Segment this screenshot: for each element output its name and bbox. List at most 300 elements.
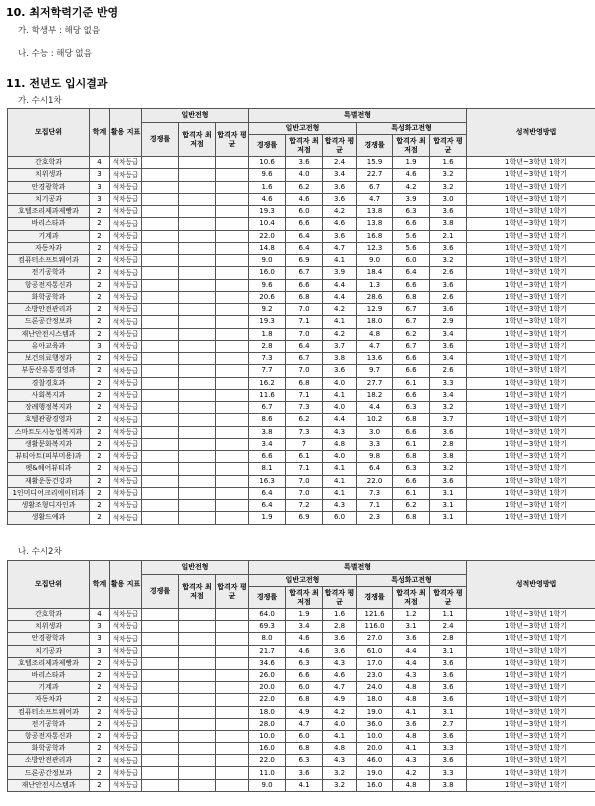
- header-shs-competition: 경쟁률: [357, 135, 393, 157]
- ghs-avg-cell: 4.4: [323, 291, 357, 303]
- header-general-min: 합격자 최저점: [179, 123, 216, 157]
- ghs-competition-cell: 10.4: [249, 218, 286, 230]
- shs-min-cell: 6.3: [393, 402, 430, 414]
- shs-avg-cell: 2.6: [430, 267, 467, 279]
- method-cell: 1학년~3학년 1학기: [467, 475, 595, 487]
- shs-avg-cell: 2.8: [430, 438, 467, 450]
- quota-cell: 2: [90, 487, 110, 499]
- general-competition-cell: [142, 730, 179, 742]
- shs-min-cell: 4.8: [393, 694, 430, 706]
- general-min-cell: [179, 193, 216, 205]
- ghs-avg-cell: 3.6: [323, 365, 357, 377]
- ghs-competition-cell: 20.0: [249, 682, 286, 694]
- ghs-avg-cell: 2.8: [323, 621, 357, 633]
- dept-cell: 치위생과: [8, 621, 90, 633]
- shs-min-cell: 4.2: [393, 181, 430, 193]
- ghs-avg-cell: 4.1: [323, 730, 357, 742]
- table-row: [8, 438, 595, 450]
- ghs-min-cell: 7.0: [286, 475, 323, 487]
- ghs-min-cell: 7.0: [286, 328, 323, 340]
- ghs-competition-cell: 28.0: [249, 718, 286, 730]
- table-row: [8, 730, 595, 742]
- metric-cell: 석차등급: [110, 657, 142, 669]
- general-avg-cell: [216, 743, 249, 755]
- metric-cell: 석차등급: [110, 267, 142, 279]
- shs-avg-cell: 2.8: [430, 633, 467, 645]
- shs-avg-cell: 3.6: [430, 475, 467, 487]
- method-cell: 1학년~3학년 1학기: [467, 206, 595, 218]
- header-ghs-avg: 합격자 평균: [323, 587, 357, 609]
- section-10-title: 10. 최저학력기준 반영: [6, 6, 119, 19]
- dept-cell: 드론공간정보과: [8, 316, 90, 328]
- ghs-avg-cell: 3.2: [323, 767, 357, 779]
- quota-cell: 4: [90, 609, 110, 621]
- general-avg-cell: [216, 389, 249, 401]
- table-row: [8, 779, 595, 791]
- shs-min-cell: 6.1: [393, 377, 430, 389]
- table-row: [8, 316, 595, 328]
- table-row: [8, 755, 595, 767]
- shs-min-cell: 6.6: [393, 389, 430, 401]
- ghs-competition-cell: 8.0: [249, 633, 286, 645]
- shs-min-cell: 4.4: [393, 645, 430, 657]
- shs-avg-cell: 3.3: [430, 767, 467, 779]
- header-general-avg: 합격자 평균: [216, 123, 249, 157]
- shs-competition-cell: 9.0: [357, 255, 393, 267]
- general-competition-cell: [142, 767, 179, 779]
- ghs-min-cell: 6.9: [286, 255, 323, 267]
- shs-avg-cell: 3.6: [430, 206, 467, 218]
- general-min-cell: [179, 657, 216, 669]
- table-row: [8, 657, 595, 669]
- ghs-min-cell: 6.7: [286, 353, 323, 365]
- ghs-avg-cell: 3.8: [323, 353, 357, 365]
- general-avg-cell: [216, 669, 249, 681]
- header-general-hs: 일반고전형: [249, 575, 357, 587]
- ghs-competition-cell: 8.1: [249, 463, 286, 475]
- table-row: [8, 206, 595, 218]
- method-cell: 1학년~3학년 1학기: [467, 365, 595, 377]
- table-row: [8, 694, 595, 706]
- ghs-min-cell: 7.1: [286, 463, 323, 475]
- general-min-cell: [179, 279, 216, 291]
- general-competition-cell: [142, 779, 179, 791]
- shs-competition-cell: 3.0: [357, 426, 393, 438]
- method-cell: 1학년~3학년 1학기: [467, 402, 595, 414]
- method-cell: 1학년~3학년 1학기: [467, 500, 595, 512]
- general-competition-cell: [142, 377, 179, 389]
- shs-avg-cell: 2.7: [430, 718, 467, 730]
- table-row: [8, 242, 595, 254]
- table-row: [8, 291, 595, 303]
- general-min-cell: [179, 487, 216, 499]
- general-avg-cell: [216, 682, 249, 694]
- results-table-round1: [7, 108, 595, 525]
- ghs-competition-cell: 10.0: [249, 730, 286, 742]
- ghs-avg-cell: 3.4: [323, 169, 357, 181]
- ghs-competition-cell: 16.2: [249, 377, 286, 389]
- shs-min-cell: 6.7: [393, 316, 430, 328]
- shs-avg-cell: 3.2: [430, 169, 467, 181]
- subsection-label-2: 나. 수시2차: [18, 547, 62, 557]
- ghs-min-cell: 6.2: [286, 414, 323, 426]
- metric-cell: 석차등급: [110, 718, 142, 730]
- table-row: [8, 487, 595, 499]
- ghs-competition-cell: 3.4: [249, 438, 286, 450]
- shs-avg-cell: 3.6: [430, 669, 467, 681]
- ghs-min-cell: 6.9: [286, 512, 323, 524]
- general-competition-cell: [142, 609, 179, 621]
- general-competition-cell: [142, 669, 179, 681]
- shs-competition-cell: 15.9: [357, 157, 393, 169]
- table-row: [8, 365, 595, 377]
- shs-avg-cell: 3.3: [430, 743, 467, 755]
- header-metric: 활용 지표: [110, 561, 142, 609]
- dept-cell: 컴퓨터소프트웨어과: [8, 255, 90, 267]
- ghs-avg-cell: 4.9: [323, 694, 357, 706]
- method-cell: 1학년~3학년 1학기: [467, 157, 595, 169]
- general-min-cell: [179, 718, 216, 730]
- ghs-min-cell: 6.4: [286, 242, 323, 254]
- ghs-competition-cell: 1.8: [249, 328, 286, 340]
- general-min-cell: [179, 512, 216, 524]
- general-min-cell: [179, 755, 216, 767]
- metric-cell: 석차등급: [110, 389, 142, 401]
- shs-avg-cell: 3.6: [430, 304, 467, 316]
- ghs-avg-cell: 4.3: [323, 657, 357, 669]
- method-cell: 1학년~3학년 1학기: [467, 487, 595, 499]
- ghs-min-cell: 4.1: [286, 779, 323, 791]
- ghs-avg-cell: 4.8: [323, 743, 357, 755]
- quota-cell: 2: [90, 743, 110, 755]
- general-min-cell: [179, 609, 216, 621]
- general-competition-cell: [142, 657, 179, 669]
- shs-competition-cell: 19.0: [357, 706, 393, 718]
- ghs-min-cell: 3.6: [286, 157, 323, 169]
- dept-cell: 화학공학과: [8, 743, 90, 755]
- metric-cell: 석차등급: [110, 316, 142, 328]
- shs-avg-cell: 3.1: [430, 487, 467, 499]
- general-competition-cell: [142, 451, 179, 463]
- general-competition-cell: [142, 157, 179, 169]
- shs-competition-cell: 24.0: [357, 682, 393, 694]
- shs-competition-cell: 12.9: [357, 304, 393, 316]
- general-competition-cell: [142, 645, 179, 657]
- shs-competition-cell: 22.7: [357, 169, 393, 181]
- shs-min-cell: 6.7: [393, 340, 430, 352]
- ghs-min-cell: 6.7: [286, 267, 323, 279]
- general-avg-cell: [216, 291, 249, 303]
- quota-cell: 2: [90, 682, 110, 694]
- metric-cell: 석차등급: [110, 779, 142, 791]
- general-min-cell: [179, 157, 216, 169]
- general-competition-cell: [142, 487, 179, 499]
- metric-cell: 석차등급: [110, 193, 142, 205]
- general-avg-cell: [216, 255, 249, 267]
- ghs-competition-cell: 9.0: [249, 255, 286, 267]
- general-avg-cell: [216, 157, 249, 169]
- ghs-competition-cell: 16.0: [249, 267, 286, 279]
- shs-min-cell: 6.0: [393, 255, 430, 267]
- ghs-avg-cell: 4.0: [323, 402, 357, 414]
- table-row: [8, 157, 595, 169]
- shs-competition-cell: 9.8: [357, 451, 393, 463]
- general-competition-cell: [142, 512, 179, 524]
- general-competition-cell: [142, 340, 179, 352]
- shs-avg-cell: 1.6: [430, 157, 467, 169]
- method-cell: 1학년~3학년 1학기: [467, 426, 595, 438]
- ghs-competition-cell: 6.7: [249, 402, 286, 414]
- general-avg-cell: [216, 718, 249, 730]
- dept-cell: 항공전자통신과: [8, 279, 90, 291]
- shs-competition-cell: 4.7: [357, 193, 393, 205]
- shs-competition-cell: 9.7: [357, 365, 393, 377]
- table-row: [8, 426, 595, 438]
- ghs-avg-cell: 3.6: [323, 181, 357, 193]
- shs-competition-cell: 19.0: [357, 767, 393, 779]
- quota-cell: 2: [90, 463, 110, 475]
- dept-cell: 장례행정복지과: [8, 402, 90, 414]
- general-avg-cell: [216, 609, 249, 621]
- general-min-cell: [179, 389, 216, 401]
- quota-cell: 2: [90, 328, 110, 340]
- quota-cell: 2: [90, 316, 110, 328]
- quota-cell: 2: [90, 451, 110, 463]
- ghs-min-cell: 7: [286, 438, 323, 450]
- general-avg-cell: [216, 242, 249, 254]
- ghs-competition-cell: 9.6: [249, 169, 286, 181]
- shs-min-cell: 3.6: [393, 633, 430, 645]
- shs-min-cell: 6.7: [393, 304, 430, 316]
- ghs-competition-cell: 8.6: [249, 414, 286, 426]
- general-competition-cell: [142, 255, 179, 267]
- general-min-cell: [179, 242, 216, 254]
- general-min-cell: [179, 621, 216, 633]
- shs-avg-cell: 3.8: [430, 779, 467, 791]
- table-row: [8, 718, 595, 730]
- general-min-cell: [179, 500, 216, 512]
- ghs-min-cell: 6.4: [286, 340, 323, 352]
- metric-cell: 석차등급: [110, 500, 142, 512]
- general-avg-cell: [216, 279, 249, 291]
- dept-cell: 재난안전시스템과: [8, 779, 90, 791]
- method-cell: 1학년~3학년 1학기: [467, 181, 595, 193]
- quota-cell: 4: [90, 157, 110, 169]
- general-competition-cell: [142, 206, 179, 218]
- dept-cell: 드론공간정보과: [8, 767, 90, 779]
- method-cell: 1학년~3학년 1학기: [467, 669, 595, 681]
- ghs-min-cell: 6.3: [286, 755, 323, 767]
- method-cell: 1학년~3학년 1학기: [467, 316, 595, 328]
- general-competition-cell: [142, 682, 179, 694]
- ghs-avg-cell: 4.4: [323, 414, 357, 426]
- quota-cell: 2: [90, 230, 110, 242]
- metric-cell: 석차등급: [110, 377, 142, 389]
- shs-competition-cell: 27.7: [357, 377, 393, 389]
- shs-avg-cell: 3.1: [430, 500, 467, 512]
- header-method: 성적반영방법: [467, 109, 595, 157]
- metric-cell: 석차등급: [110, 181, 142, 193]
- shs-competition-cell: 6.4: [357, 463, 393, 475]
- general-min-cell: [179, 255, 216, 267]
- method-cell: 1학년~3학년 1학기: [467, 451, 595, 463]
- header-shs-competition: 경쟁률: [357, 587, 393, 609]
- ghs-avg-cell: 3.6: [323, 645, 357, 657]
- ghs-avg-cell: 4.1: [323, 475, 357, 487]
- table-row: [8, 463, 595, 475]
- method-cell: 1학년~3학년 1학기: [467, 353, 595, 365]
- dept-cell: 안경광학과: [8, 181, 90, 193]
- shs-competition-cell: 18.0: [357, 316, 393, 328]
- dept-cell: 항공전자통신과: [8, 730, 90, 742]
- method-cell: 1학년~3학년 1학기: [467, 767, 595, 779]
- header-method: 성적반영방법: [467, 561, 595, 609]
- header-general-competition: 경쟁률: [142, 123, 179, 157]
- results-table-round2: [7, 560, 595, 792]
- general-min-cell: [179, 706, 216, 718]
- quota-cell: 2: [90, 218, 110, 230]
- shs-avg-cell: 3.6: [430, 730, 467, 742]
- dept-cell: 화학공학과: [8, 291, 90, 303]
- metric-cell: 석차등급: [110, 645, 142, 657]
- general-avg-cell: [216, 645, 249, 657]
- dept-cell: 스마트도시농업복지과: [8, 426, 90, 438]
- shs-competition-cell: 17.0: [357, 657, 393, 669]
- table-row: [8, 193, 595, 205]
- ghs-min-cell: 4.6: [286, 645, 323, 657]
- ghs-competition-cell: 22.0: [249, 755, 286, 767]
- header-general-min: 합격자 최저점: [179, 575, 216, 609]
- ghs-avg-cell: 4.1: [323, 255, 357, 267]
- shs-avg-cell: 3.2: [430, 463, 467, 475]
- shs-avg-cell: 3.4: [430, 328, 467, 340]
- general-competition-cell: [142, 402, 179, 414]
- quota-cell: 2: [90, 426, 110, 438]
- ghs-competition-cell: 64.0: [249, 609, 286, 621]
- shs-competition-cell: 46.0: [357, 755, 393, 767]
- ghs-min-cell: 6.0: [286, 206, 323, 218]
- metric-cell: 석차등급: [110, 304, 142, 316]
- general-avg-cell: [216, 706, 249, 718]
- general-competition-cell: [142, 621, 179, 633]
- table-row: [8, 767, 595, 779]
- dept-cell: 바리스타과: [8, 669, 90, 681]
- table-row: [8, 669, 595, 681]
- quota-cell: 2: [90, 353, 110, 365]
- ghs-avg-cell: 1.6: [323, 609, 357, 621]
- metric-cell: 석차등급: [110, 328, 142, 340]
- general-competition-cell: [142, 316, 179, 328]
- general-min-cell: [179, 426, 216, 438]
- general-avg-cell: [216, 621, 249, 633]
- general-avg-cell: [216, 730, 249, 742]
- ghs-competition-cell: 7.7: [249, 365, 286, 377]
- general-min-cell: [179, 230, 216, 242]
- general-min-cell: [179, 402, 216, 414]
- quota-cell: 3: [90, 193, 110, 205]
- general-min-cell: [179, 463, 216, 475]
- shs-avg-cell: 2.6: [430, 365, 467, 377]
- table-row: [8, 609, 595, 621]
- general-min-cell: [179, 377, 216, 389]
- dept-cell: 바리스타과: [8, 218, 90, 230]
- dept-cell: 뷰티아트(피부미용)과: [8, 451, 90, 463]
- method-cell: 1학년~3학년 1학기: [467, 743, 595, 755]
- method-cell: 1학년~3학년 1학기: [467, 340, 595, 352]
- metric-cell: 석차등급: [110, 291, 142, 303]
- quota-cell: 2: [90, 730, 110, 742]
- header-quota: 학계: [90, 561, 110, 609]
- general-min-cell: [179, 353, 216, 365]
- ghs-competition-cell: 16.3: [249, 475, 286, 487]
- metric-cell: 석차등급: [110, 242, 142, 254]
- general-avg-cell: [216, 767, 249, 779]
- ghs-avg-cell: 4.1: [323, 389, 357, 401]
- quota-cell: 3: [90, 621, 110, 633]
- shs-competition-cell: 121.6: [357, 609, 393, 621]
- shs-competition-cell: 12.3: [357, 242, 393, 254]
- header-general-competition: 경쟁률: [142, 575, 179, 609]
- shs-competition-cell: 116.0: [357, 621, 393, 633]
- general-competition-cell: [142, 193, 179, 205]
- ghs-min-cell: 7.3: [286, 426, 323, 438]
- ghs-min-cell: 6.4: [286, 230, 323, 242]
- shs-competition-cell: 16.0: [357, 779, 393, 791]
- table-row: [8, 645, 595, 657]
- shs-min-cell: 6.3: [393, 206, 430, 218]
- dept-cell: 컴퓨터소프트웨어과: [8, 706, 90, 718]
- quota-cell: 2: [90, 669, 110, 681]
- table-row: [8, 377, 595, 389]
- general-min-cell: [179, 633, 216, 645]
- ghs-avg-cell: 3.6: [323, 230, 357, 242]
- ghs-competition-cell: 6.6: [249, 451, 286, 463]
- dept-cell: 자동차과: [8, 694, 90, 706]
- method-cell: 1학년~3학년 1학기: [467, 730, 595, 742]
- ghs-min-cell: 6.1: [286, 451, 323, 463]
- general-avg-cell: [216, 755, 249, 767]
- shs-competition-cell: 18.0: [357, 694, 393, 706]
- ghs-competition-cell: 16.0: [249, 743, 286, 755]
- general-min-cell: [179, 682, 216, 694]
- general-min-cell: [179, 304, 216, 316]
- ghs-avg-cell: 4.4: [323, 279, 357, 291]
- general-min-cell: [179, 743, 216, 755]
- ghs-avg-cell: 4.0: [323, 377, 357, 389]
- ghs-min-cell: 6.6: [286, 218, 323, 230]
- shs-avg-cell: 3.6: [430, 657, 467, 669]
- dept-cell: 보건의료행정과: [8, 353, 90, 365]
- general-min-cell: [179, 316, 216, 328]
- shs-min-cell: 6.4: [393, 267, 430, 279]
- table-row: [8, 706, 595, 718]
- header-ghs-min: 합격자 최저점: [286, 587, 323, 609]
- dept-cell: 전기공학과: [8, 718, 90, 730]
- table-row: [8, 353, 595, 365]
- shs-min-cell: 6.6: [393, 353, 430, 365]
- header-special: 특별전형: [249, 561, 467, 575]
- ghs-min-cell: 6.8: [286, 291, 323, 303]
- general-competition-cell: [142, 304, 179, 316]
- table-row: [8, 267, 595, 279]
- shs-competition-cell: 18.4: [357, 267, 393, 279]
- ghs-min-cell: 6.0: [286, 730, 323, 742]
- shs-competition-cell: 28.6: [357, 291, 393, 303]
- header-ghs-avg: 합격자 평균: [323, 135, 357, 157]
- header-general: 일반전형: [142, 109, 249, 123]
- quota-cell: 2: [90, 304, 110, 316]
- shs-min-cell: 4.8: [393, 779, 430, 791]
